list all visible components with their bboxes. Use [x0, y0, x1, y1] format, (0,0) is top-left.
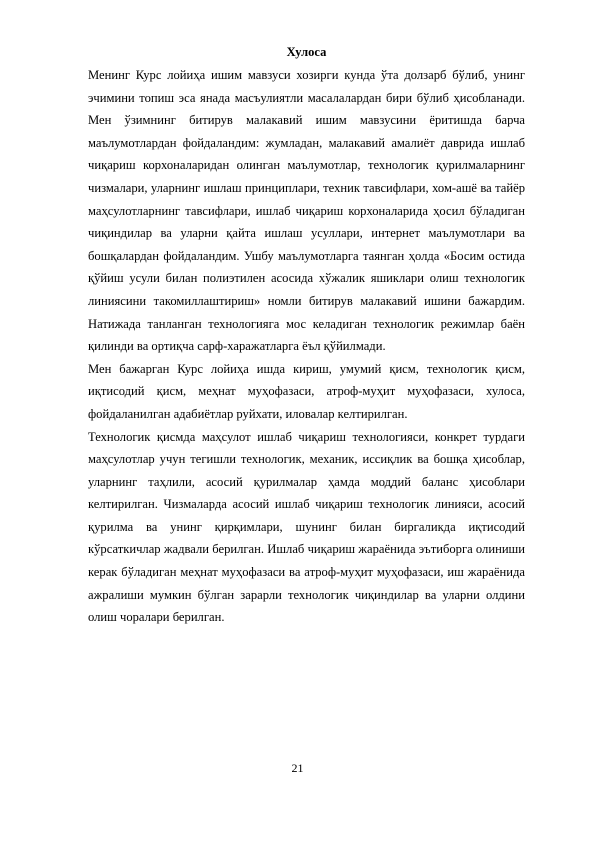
- paragraph-text: Мен бажарган Курс лойиҳа ишда кириш, умумий қисм, технологик қисм, иқтисодий қисм, меҳнат муҳофазаси, атроф-муҳит муҳофазаси, хулоса, фойдаланилган адабиётлар руйхати, иловалар келтирилган.: [88, 361, 525, 421]
- paragraph-text: Менинг Курс лойиҳа ишим мавзуси хозирги кунда ўта долзарб бўлиб, унинг эчимини топиш эса янада масъулиятли масалалардан бири бўлиб ҳисобланади. Мен ўзимнинг битирув малакавий ишим мавзусини ёритишда барча маълумотлардан фойдаландим: жумладан, малакавий амалиёт даврида ишлаб чиқариш корхоналаридан олинган маълумотлар, технологик қурилмаларнинг чизмалари, уларнинг ишлаш принциплари, техник тавсифлари, хом-ашё ва тайёр маҳсулотларнинг тавсифлари, ишлаб чиқариш корхоналарида ҳосил бўладиган чиқиндилар ва уларни қайта ишлаш усуллари, интернет маълумотлари ва бошқалардан фойдаландим. Ушбу маълумотларга таянган ҳолда «Босим остида қўйиш усули билан полиэтилен асосида хўжалик яшиклари олиш технологик линиясини такомиллаштириш» номли битирув малакавий ишини бажардим. Натижада танланган технологияга мос келадиган технологик режимлар баён қилинди ва ортиқча сарф-харажатларга ёъл қўйилмади.: [88, 68, 525, 354]
- document-body: [88, 44, 525, 629]
- paragraph-3: [88, 426, 525, 629]
- paragraph-1: [88, 64, 525, 358]
- paragraph-2: [88, 358, 525, 426]
- page-number: 21: [291, 761, 304, 775]
- paragraph-text: Технологик қисмда маҳсулот ишлаб чиқариш технологияси, конкрет турдаги маҳсулотлар учун тегишли технологик, механик, иссиқлик ва бошқа ҳисоблар, уларнинг таҳлили, асосий қурилмалар ҳамда моддий баланс ҳисоблари келтирилган. Чизмаларда асосий ишлаб чиқариш технологик линияси, асосий қурилма ва унинг қирқимлари, шунинг билан биргаликда иқтисодий кўрсаткичлар жадвали берилган. Ишлаб чиқариш жараёнида эътиборга олиниши керак бўладиган меҳнат муҳофазаси ва атроф-муҳит муҳофазаси, иш жараёнида ажралиши мумкин бўлган зарарли технологик чиқиндилар ва уларни олдини олиш чоралари берилган.: [88, 429, 525, 625]
- section-title: Хулоса: [286, 45, 327, 59]
